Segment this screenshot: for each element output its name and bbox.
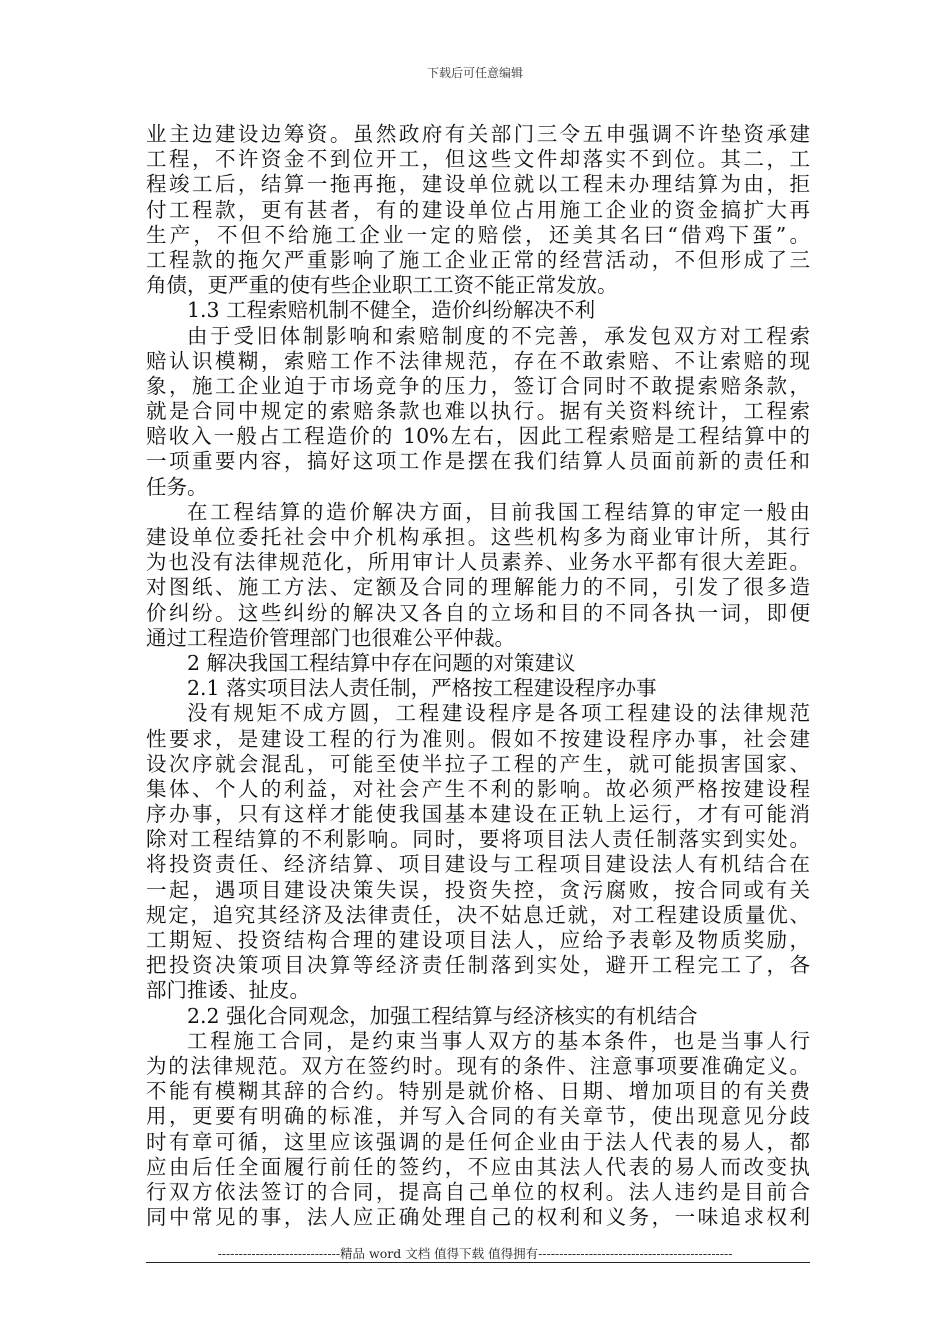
text-line: 工程款的拖欠严重影响了施工企业正常的经营活动，不但形成了三 <box>146 247 810 272</box>
text-line: 1.3 工程索赔机制不健全，造价纠纷解决不利 <box>187 298 596 323</box>
text-line: 生产，不但不给施工企业一定的赔偿，还美其名曰“借鸡下蛋”。 <box>146 222 810 247</box>
text-line: 工程，不许资金不到位开工，但这些文件却落实不到位。其二，工 <box>146 147 810 172</box>
text-line: 性要求，是建设工程的行为准则。假如不按建设程序办事，社会建 <box>146 726 810 751</box>
text-line: 应由后任全面履行前任的签约，不应由其法人代表的易人而改变执 <box>146 1154 810 1179</box>
text-line: 在工程结算的造价解决方面，目前我国工程结算的审定一般由 <box>187 499 810 524</box>
text-line: 部门推诿、扯皮。 <box>146 978 310 1003</box>
text-line: 角债，更严重的使有些企业职工工资不能正常发放。 <box>146 273 618 298</box>
text-line: 序办事，只有这样才能使我国基本建设在正轨上运行，才有可能消 <box>146 802 810 827</box>
text-line: 一起，遇项目建设决策失误，投资失控，贪污腐败，按合同或有关 <box>146 877 810 902</box>
text-line: 为的法律规范。双方在签约时。现有的条件、注意事项要准确定义。 <box>146 1053 810 1078</box>
text-line: 由于受旧体制影响和索赔制度的不完善，承发包双方对工程索 <box>187 323 810 348</box>
text-line: 价纠纷。这些纠纷的解决又各自的立场和目的不同各执一词，即便 <box>146 600 810 625</box>
footer-rule <box>146 1262 810 1263</box>
text-line: 付工程款，更有甚者，有的建设单位占用施工企业的资金搞扩大再 <box>146 197 810 222</box>
text-line: 时有章可循，这里应该强调的是任何企业由于法人代表的易人，都 <box>146 1129 810 1154</box>
text-line: 设次序就会混乱，可能至使半拉子工程的产生，就可能损害国家、 <box>146 751 810 776</box>
text-line: 一项重要内容，搞好这项工作是摆在我们结算人员面前新的责任和 <box>146 449 810 474</box>
text-line: 行双方依法签订的合同，提高自己单位的权利。法人违约是目前合 <box>146 1179 810 1204</box>
text-line: 为也没有法律规范化，所用审计人员素养、业务水平都有很大差距。 <box>146 550 810 575</box>
text-line: 把投资决策项目决算等经济责任制落到实处，避开工程完工了，各 <box>146 953 810 978</box>
text-line: 就是合同中规定的索赔条款也难以执行。据有关资料统计，工程索 <box>146 399 810 424</box>
text-line: 程竣工后，结算一拖再拖，建设单位就以工程未办理结算为由，拒 <box>146 172 810 197</box>
text-line: 工期短、投资结构合理的建设项目法人，应给予表彰及物质奖励， <box>146 928 810 952</box>
text-line: 同中常见的事，法人应正确处理自己的权利和义务，一味追求权利 <box>146 1205 810 1230</box>
document-body <box>146 122 810 1230</box>
text-line: 赔认识模糊，索赔工作不法律规范，存在不敢索赔、不让索赔的现 <box>146 348 810 373</box>
text-line: 没有规矩不成方圆，工程建设程序是各项工程建设的法律规范 <box>187 701 810 726</box>
text-line: 用，更要有明确的标准，并写入合同的有关章节，使出现意见分歧 <box>146 1104 810 1129</box>
text-line: 任务。 <box>146 474 208 499</box>
text-line: 不能有模糊其辞的合约。特别是就价格、日期、增加项目的有关费 <box>146 1079 810 1104</box>
text-line: 象，施工企业迫于市场竞争的压力，签订合同时不敢提索赔条款， <box>146 373 810 398</box>
text-line: 建设单位委托社会中介机构承担。这些机构多为商业审计所，其行 <box>146 525 810 549</box>
text-line: 2 解决我国工程结算中存在问题的对策建议 <box>187 650 576 675</box>
text-line: 2.2 强化合同观念，加强工程结算与经济核实的有机结合 <box>187 1003 698 1028</box>
page-footer: -----------------------------精品 word 文档 值得下载 值得拥有---------------------------------------------- <box>217 1246 733 1261</box>
text-line: 规定，追究其经济及法律责任，决不姑息迁就，对工程建设质量优、 <box>146 902 810 927</box>
text-line: 将投资责任、经济结算、项目建设与工程项目建设法人有机结合在 <box>146 852 810 877</box>
text-line: 2.1 落实项目法人责任制，严格按工程建设程序办事 <box>187 676 657 701</box>
text-line: 通过工程造价管理部门也很难公平仲裁。 <box>146 625 515 650</box>
text-line: 对图纸、施工方法、定额及合同的理解能力的不同，引发了很多造 <box>146 575 810 600</box>
text-line: 赔收入一般占工程造价的 10%左右，因此工程索赔是工程结算中的 <box>146 424 810 449</box>
text-line: 集体、个人的利益，对社会产生不利的影响。故必须严格按建设程 <box>146 776 810 801</box>
text-line: 除对工程结算的不利影响。同时，要将项目法人责任制落实到实处。 <box>146 827 810 852</box>
page-header: 下载后可任意编辑 <box>426 66 523 80</box>
text-line: 业主边建设边筹资。虽然政府有关部门三令五申强调不许垫资承建 <box>146 122 810 146</box>
text-line: 工程施工合同，是约束当事人双方的基本条件，也是当事人行 <box>187 1028 810 1053</box>
